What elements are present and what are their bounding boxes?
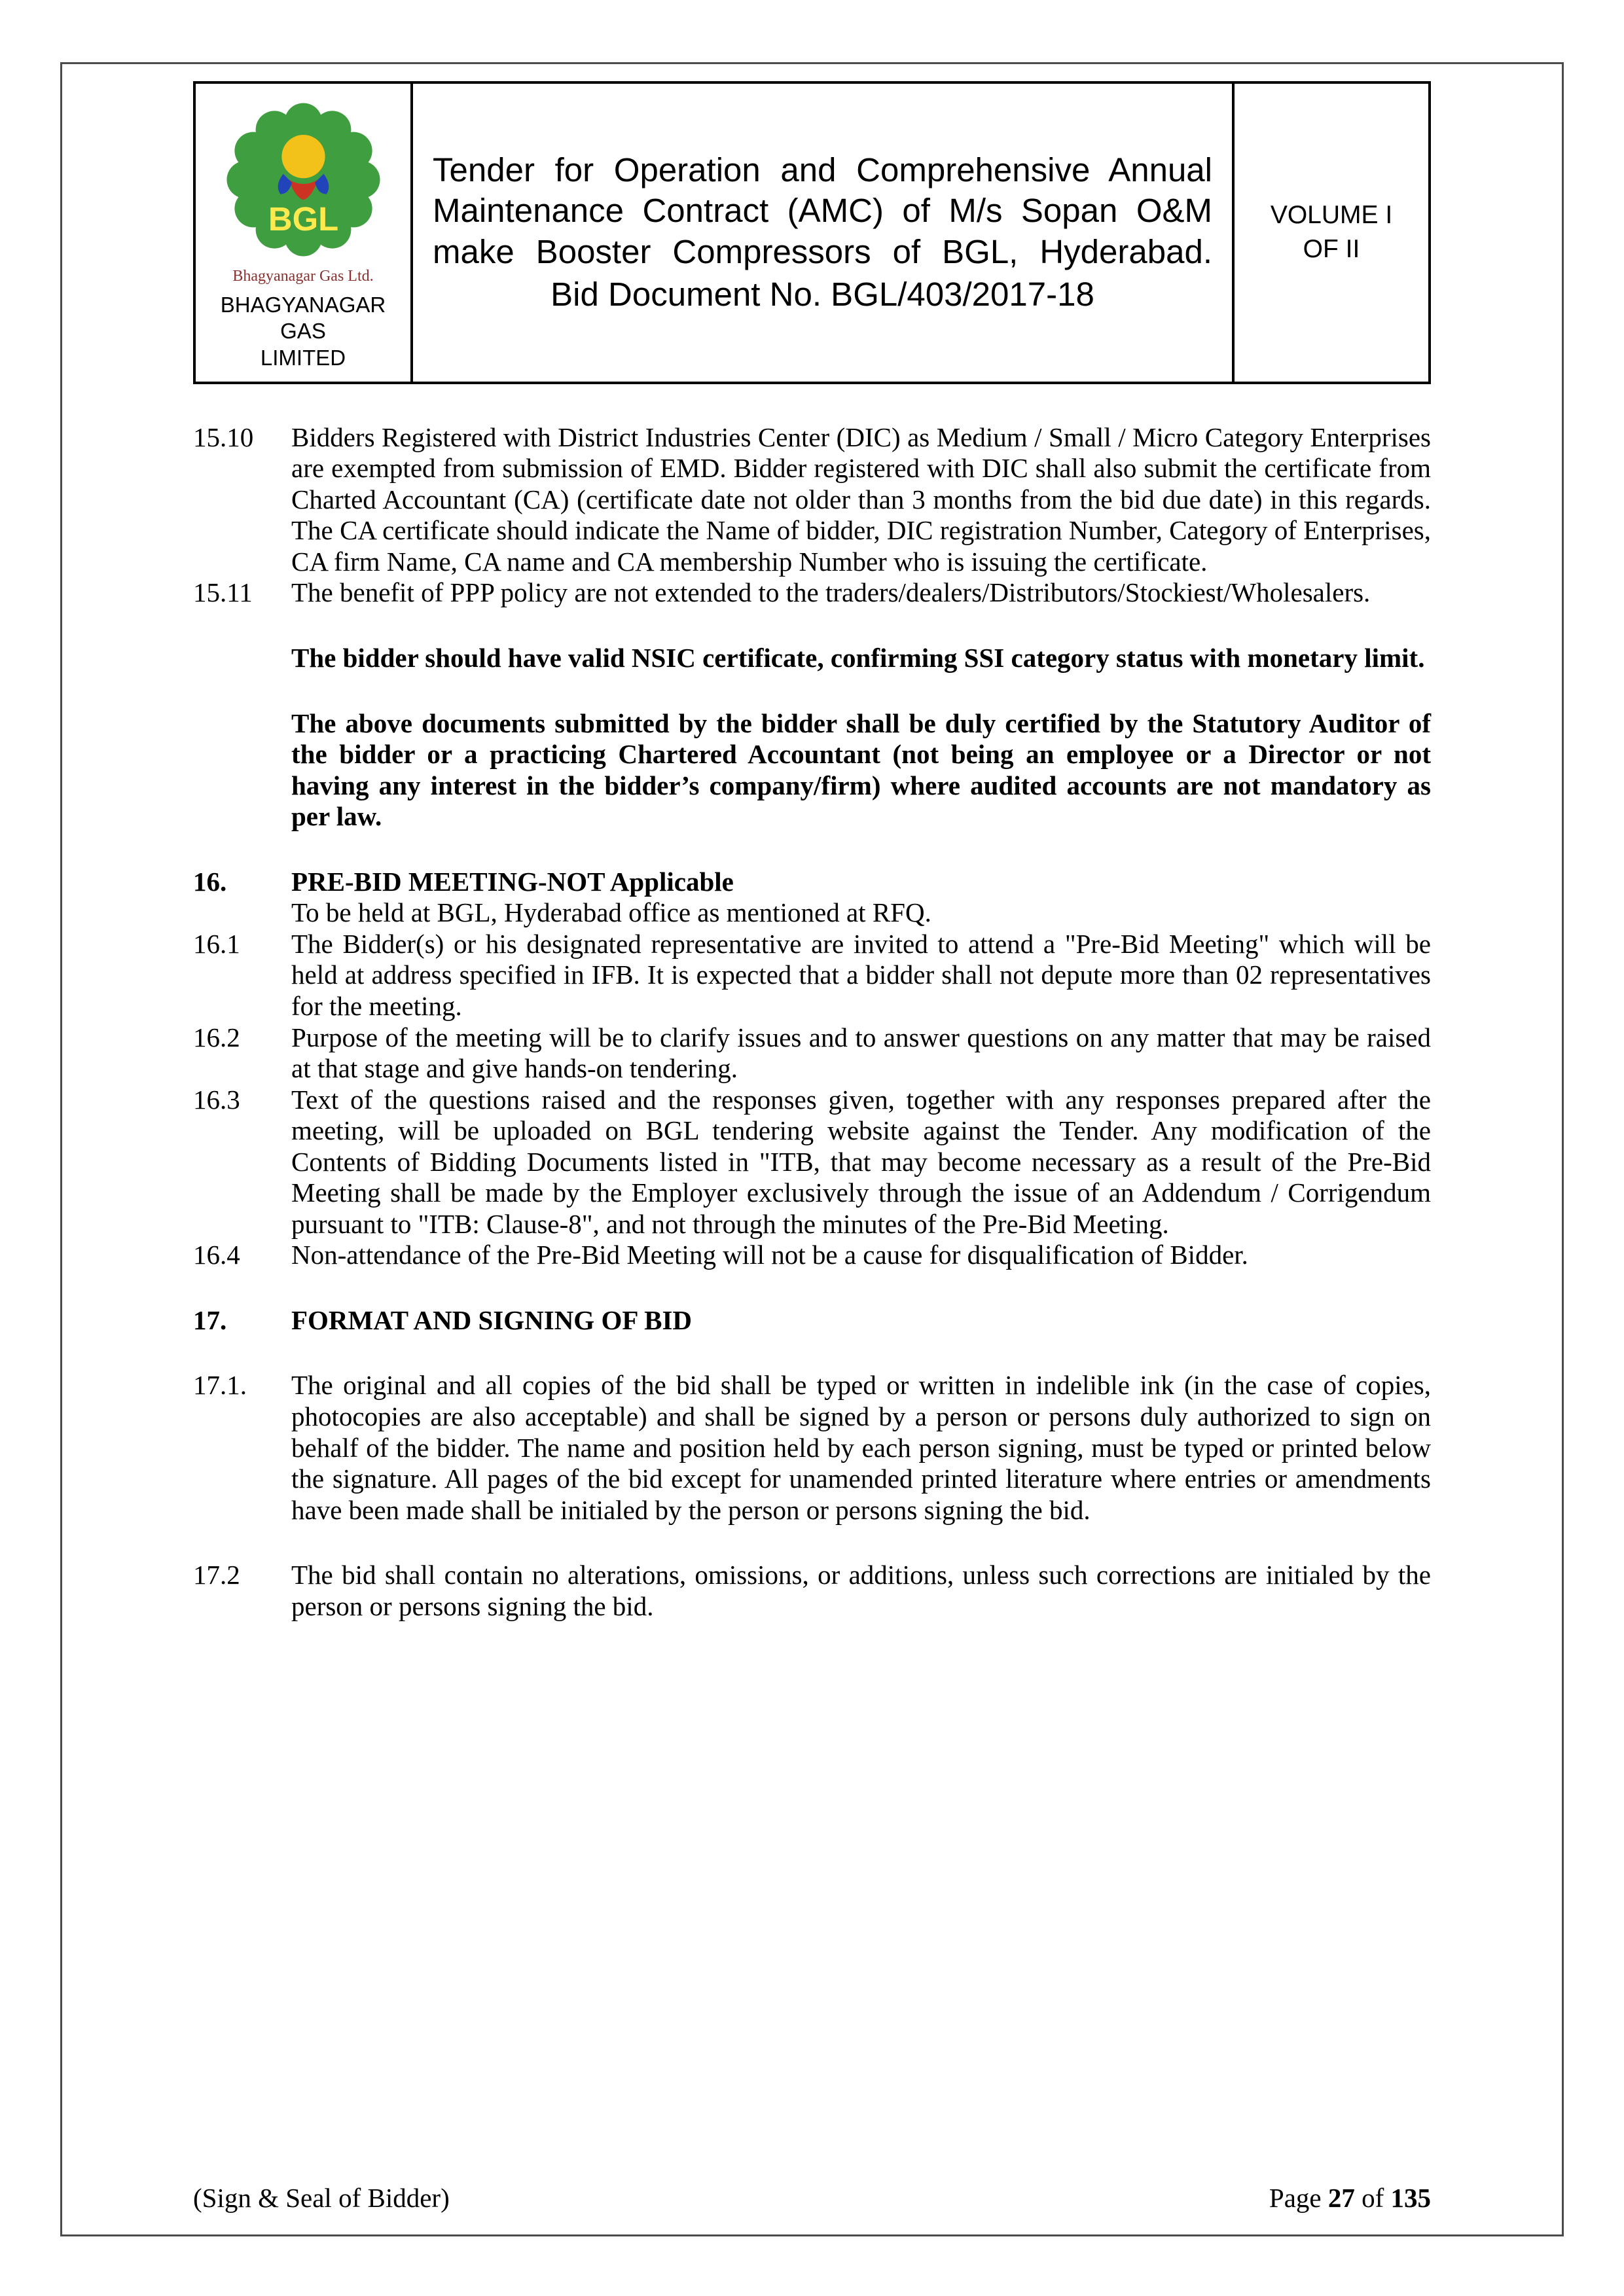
page-number (1269, 2182, 1431, 2214)
clause (193, 577, 1431, 609)
clause-text: Bidders Registered with District Industries Center (DIC) as Medium / Small / Micro Category Enterprises are exempted from submission of EMD. Bidder registered with DIC shall also submit the certificate from Charted Accountant (CA) (certificate date not older than 3 months from the bid due date) in this regards. The CA certificate should indicate the Name of bidder, DIC registration Number, Category of Enterprises, CA firm Name, CA name and CA membership Number who is issuing the certificate. (291, 422, 1431, 577)
clause-text: The original and all copies of the bid shall be typed or written in indelible ink (in the case of copies, photocopies are also acceptable) and shall be signed by a person or persons duly authorized to sign on behalf of the bidder. The name and position held by each person signing, must be typed or printed below the signature. All pages of the bid except for unamended printed literature where entries or amendments have been made shall be initialed by the person or persons signing the bid. (291, 1370, 1431, 1525)
tender-title-line-2: Maintenance Contract (AMC) of M/s Sopan O&M (433, 192, 1212, 230)
clause-number: 16.3 (193, 1084, 240, 1115)
page-border (60, 62, 1564, 2236)
tender-title-line-1: Tender for Operation and Comprehensive Annual (433, 151, 1212, 189)
page-footer (62, 2182, 1562, 2214)
clause-text: Purpose of the meeting will be to clarify issues and to answer questions on any matter that may be raised at that stage and give hands-on tendering. (291, 1022, 1431, 1084)
clause-text: PRE-BID MEETING-NOT Applicable (291, 866, 734, 897)
clause-text: The above documents submitted by the bidder shall be duly certified by the Statutory Auditor of the bidder or a practicing Chartered Accountant (not being an employee or a Director or not having any interest in the bidder’s company/firm) where audited accounts are not mandatory as per law. (291, 708, 1431, 832)
clause-number (193, 643, 291, 674)
clause (193, 1085, 1431, 1240)
organization-name-line1: BHAGYANAGAR GAS (220, 293, 386, 344)
page-word: Page (1269, 2183, 1322, 2213)
clause-text: FORMAT AND SIGNING OF BID (291, 1304, 693, 1335)
clause-text: Text of the questions raised and the responses given, together with any responses prepared after the meeting, will be uploaded on BGL tendering website against the Tender. Any modification of the Contents of Bidding Documents listed in "ITB, that may become necessary as a result of the Pre-Bid Meeting shall be made by the Employer exclusively through the issue of an Addendum / Corrigendum pursuant to "ITB: Clause-8", and not through the minutes of the Pre-Bid Meeting. (291, 1084, 1431, 1239)
clause-text: The benefit of PPP policy are not extended to the traders/dealers/Distributors/Stockiest/Wholesalers. (291, 577, 1371, 608)
page-number-total: 135 (1390, 2183, 1431, 2213)
clause (193, 1240, 1431, 1271)
clause (193, 867, 1431, 898)
clause (193, 1022, 1431, 1085)
volume-cell (1233, 82, 1430, 383)
clause (193, 1370, 1431, 1526)
of-word: of (1362, 2183, 1384, 2213)
logo-bgl-text: BGL (268, 200, 338, 238)
volume-line1: VOLUME I (1270, 200, 1393, 229)
bid-document-number: Bid Document No. BGL/403/2017-18 (550, 275, 1094, 313)
volume-line2: OF II (1303, 235, 1360, 264)
clause-number: 17. (193, 1304, 227, 1335)
clause-text: The bidder should have valid NSIC certificate, confirming SSI category status with monetary limit. (291, 643, 1425, 673)
clause-number (193, 897, 291, 929)
clause (193, 422, 1431, 578)
organization-name (202, 292, 404, 371)
clause-text: The Bidder(s) or his designated representative are invited to attend a "Pre-Bid Meeting" which will be held at address specified in IFB. It is expected that a bidder shall not depute more than 02 representatives for the meeting. (291, 928, 1431, 1021)
clause-number: 16.2 (193, 1022, 240, 1052)
document-header-table (193, 81, 1431, 384)
logo-cell (194, 82, 412, 383)
clause-number: 17.2 (193, 1560, 240, 1590)
logo-sun-icon (281, 135, 325, 178)
tender-title-cell (412, 82, 1233, 383)
sign-seal-note: (Sign & Seal of Bidder) (193, 2183, 450, 2213)
clause-number (193, 708, 291, 833)
bgl-logo-icon (217, 93, 390, 266)
page-content (62, 64, 1562, 2234)
clause-number: 16.1 (193, 928, 240, 959)
clause-text: The bid shall contain no alterations, omissions, or additions, unless such corrections are initialed by the person or persons signing the bid. (291, 1560, 1431, 1621)
clause (193, 1560, 1431, 1622)
clause (193, 897, 1431, 929)
document-body (193, 422, 1431, 1623)
clause-number: 15.11 (193, 577, 253, 608)
clause-number: 15.10 (193, 422, 254, 452)
clause-text: Non-attendance of the Pre-Bid Meeting will not be a cause for disqualification of Bidder. (291, 1240, 1248, 1270)
logo-caption: Bhagyanagar Gas Ltd. (232, 268, 374, 285)
clause (193, 643, 1431, 674)
clause (193, 1305, 1431, 1336)
clause-number: 16. (193, 866, 227, 897)
page-number-current: 27 (1327, 2183, 1355, 2213)
organization-name-line2: LIMITED (260, 345, 346, 370)
clause-number: 16.4 (193, 1240, 240, 1270)
clause-number: 17.1. (193, 1370, 247, 1401)
clause (193, 929, 1431, 1022)
clause (193, 708, 1431, 833)
tender-title-line-3: make Booster Compressors of BGL, Hyderabad. (433, 232, 1212, 270)
clause-text: To be held at BGL, Hyderabad office as mentioned at RFQ. (291, 897, 931, 928)
